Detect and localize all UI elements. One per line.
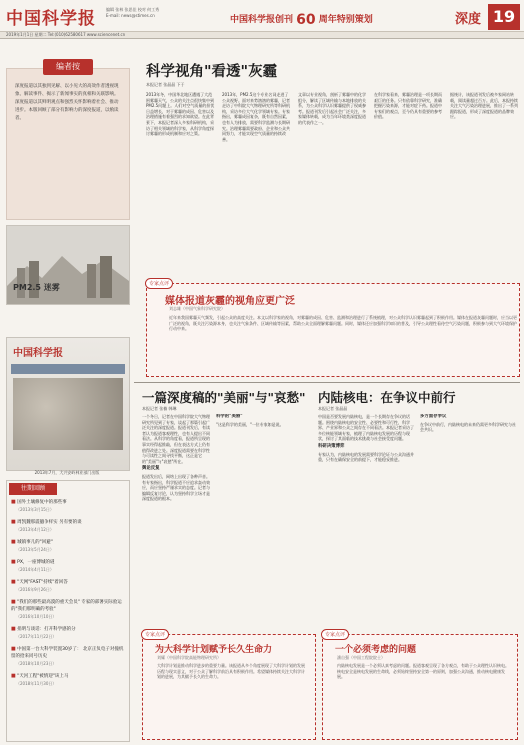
article2-subhead-1: 舆论反复 [142, 466, 160, 472]
bullet-icon: ■ [11, 539, 16, 545]
related-title: 往期回顾 [9, 483, 57, 495]
list-item[interactable] [11, 579, 125, 593]
pm-caption: PM2.5 迷雾 [13, 283, 60, 292]
list-item[interactable] [11, 599, 125, 620]
main-headline: 科学视角"看透"灰霾 [146, 63, 278, 80]
thumbnail-logo: 中国科学报 [13, 348, 63, 359]
comment-author: 刘耀（中国科学院高能物理研究所） [157, 655, 221, 660]
article3-subhead-1: 科研决策博弈 [318, 443, 345, 449]
comment-text: 内陆核电发展是一个必须认真考虑的问题。报道客观呈现了各方观点，有助于公众理性认识核电。核电安全是核电发展的生命线，必须始终坚持安全第一的原则，加强公众沟通，推动核电健康发展。 [337, 663, 509, 680]
article2-column-2 [216, 414, 284, 624]
expert-comment-box-left [142, 634, 316, 740]
list-item[interactable] [11, 539, 125, 553]
related-item-date: （2018年11月30日） [16, 681, 57, 686]
thumbnail-headline-bar [11, 364, 125, 374]
article-column-5: 据统计，该报道刊发后被多家网站转载，阅读量超过百万。此后，本报持续关注大气污染治理进展，推出了一系列跟踪报道，形成了深度报道的品牌效应。 [450, 92, 518, 120]
related-item-title: 国外土壤修复中的那些事 [17, 500, 67, 505]
thumbnail-photo [13, 378, 123, 450]
related-list [11, 499, 125, 693]
special-banner [230, 12, 373, 28]
article3-column-2 [420, 414, 516, 624]
list-item[interactable] [11, 646, 125, 667]
special-suffix: 周年特别策划 [318, 15, 373, 25]
article2-byline: 本报记者 张楠 韩琳 [142, 406, 177, 411]
article-column-1: 2013年冬，中国华北地区遭遇了大范围雾霾天气，公众的关注点很快集中到PM2.5问题上。人们对空气质量的担忧日益增长，对于雾霾的成因、危害以及治理措施有着强烈的求知欲望。在此背景下，本报记者深入多家科研机构，采访了相关领域的科学家，从科学角度探讨雾霾的形成机制和应对之策。 [146, 92, 215, 137]
article-column-3: 文章以专业视角，剖析了雾霾中的化学组分，解读了区域传输与本地排放的关系，为公众科学认识雾霾提供了权威参考。报道刊发后引起社会广泛关注，多家媒体转载，成为当年环境类深度报道的代表作之一。 [298, 92, 366, 125]
related-item-title: PX，一座博城的谜 [17, 560, 55, 565]
bullet-icon: ■ [11, 626, 16, 632]
comment-text: 大科学计划是推动科学进步的重要力量。该报道从多个角度展现了大科学计划的发展历程与现实意义，对于公众了解科学前沿具有积极作用。希望媒体持续关注大科学计划的进展，为其赋予长久的生命力。 [157, 663, 305, 680]
newspaper-thumbnail [6, 337, 130, 471]
related-item-date: （2016年9月26日） [16, 587, 54, 592]
article3-byline: 本报记者 张晶晶 [318, 406, 348, 411]
article3-text-2: 专家认为，内陆核电的发展需要科学论证与公众沟通并重，只有在确保安全的前提下，才能稳妥推进。 [318, 451, 414, 463]
section-label: 深度 [455, 12, 482, 27]
thumbnail-caption: 2013年7月，大兴安岭林业部门出版 [34, 470, 100, 475]
dateline-text: 2019年1月1日 星期二 Tel:(010)62580617 www.sciencenet.cn [6, 32, 126, 37]
expert-badge: 专家点评 [141, 629, 169, 640]
article-column-2: 2013年，PM2.5这个专业名词走进了公众视野。面对来势汹汹的雾霾，记者走访了中科院大气物理研究所等科研机构，采访多位大气化学领域专家。专家指出，雾霾成因复杂，既有自然因素，也有人为排放，需要科学监测与长期研究。治理雾霾需要政府、企业和公众共同努力，才能实现空气质量的持续改善。 [222, 92, 290, 142]
related-item-date: （2016年10月10日） [16, 614, 57, 619]
comment-title: 一个必须考虑的问题 [335, 645, 417, 655]
pm25-image [6, 225, 130, 305]
related-item-date: （2013年5月24日） [16, 547, 54, 552]
bullet-icon: ■ [11, 673, 16, 679]
bullet-icon: ■ [11, 519, 16, 525]
editorial-note [6, 62, 130, 220]
page-number: 19 [488, 4, 520, 30]
expert-comment-box [146, 283, 520, 377]
article2-text: 一个冬日，记者在中国科学院大气物理研究所见到了专家，谈起了那篇引起广泛关注的深度报道。报道刊发后，有读者认为报道客观理性，也有人提出不同看法。从科学的角度看，报道所呈现的事实经得起推敲，但在表达方式上仍有值得改进之处。深度报道需要在科学性与可读性之间寻找平衡，这正是它的"美丽"与"哀愁"所在。 [142, 414, 210, 464]
comment-title: 为大科学计划赋予长久生命力 [155, 645, 273, 655]
article3-text: 中国是否要发展内陆核电，是一个长期存在争议的话题。围绕内陆核电的安全性、必要性和可行性，科学界、产业界和公众之间存在不同看法。本报记者采访了多位核能领域专家，梳理了内陆核电发展的历程与现状，探讨了其面临的技术挑战与社会接受度问题。 [318, 414, 414, 442]
bullet-icon: ■ [11, 599, 16, 605]
article-column-4: 在科学家看来，雾霾治理是一项长期而艰巨的任务。只有依靠科学研究，准确把握污染来源，才能对症下药。报道中专家们的观点，至今仍具有重要的参考价值。 [374, 92, 442, 120]
article2-subhead-2: 科学的"美丽" [216, 414, 243, 419]
related-item-date: （2018年10月23日） [16, 661, 57, 666]
masthead [0, 0, 524, 39]
article2-headline: 一篇深度稿的"美丽"与"哀愁" [142, 390, 306, 405]
article3-text-3: 在争议中前行，内陆核电的未来仍需更多科学研究与社会共识。 [420, 421, 516, 433]
email: E-mail: news@stimes.cn [106, 13, 155, 18]
divider [134, 382, 520, 383]
expert-badge: 专家点评 [145, 278, 173, 289]
bullet-icon: ■ [11, 499, 16, 505]
list-item[interactable] [11, 559, 125, 573]
bullet-icon: ■ [11, 559, 16, 565]
expert-comment-box-right [322, 634, 518, 740]
editorial-title: 编者按 [43, 59, 93, 75]
newspaper-logo: 中国科学报 [6, 9, 96, 29]
list-item[interactable] [11, 519, 125, 533]
list-item[interactable] [11, 499, 125, 513]
left-column [6, 50, 128, 740]
related-item-title: "我们的那些最高漠的重天会员" 专家的部署实际验运的"我们那明确的考验" [11, 600, 122, 612]
editorial-text: 深度报道以其独到见解、以小见大的高效作者透视现象、解读事件、揭示了新闻事实的真相和关联影响。深度报道以其鲜明观点和强烈关怀影响着社会、推动进步。本版回顾了部分有影响力的深度报道，以飨读者。 [15, 84, 119, 121]
bullet-icon: ■ [11, 579, 16, 585]
list-item[interactable] [11, 673, 125, 687]
expert-badge: 专家点评 [321, 629, 349, 640]
dateline [0, 31, 524, 38]
related-item-title: "天网"FAST"持续"着回答 [17, 580, 68, 585]
related-item-date: （2014年4月11日） [16, 567, 54, 572]
article2-text-2: 报道发出后，网络上出现了各种声音。有专家指出，科学报道不应追求轰动效应，而应坚持严谨求实的态度。记者与编辑反复讨论，认为坚持科学立场才是深度报道的根本。 [142, 473, 210, 502]
related-item-title: "天河工程"被情迎"该上马 [17, 674, 69, 679]
related-item-date: （2013年4月12日） [16, 527, 54, 532]
article3-headline: 内陆核电：在争议中前行 [318, 390, 456, 405]
related-stories [6, 480, 130, 742]
related-item-title: 中国第一台大科学装置30岁了： 北京正负电子对撞机留的拾来同号历史 [11, 647, 124, 659]
related-item-title: 捐明与谈话：打开科学感的分 [17, 627, 76, 632]
comment-author: 刘志雄（中国气象科学研究院） [169, 306, 225, 311]
contacts: 编辑 张林 张思佳 校对 何工秀 [106, 7, 160, 12]
comment-author: 潘自强（中国工程院院士） [337, 655, 385, 660]
list-item[interactable] [11, 626, 125, 640]
comment-title: 媒体报道灰霾的视角应更广泛 [165, 296, 295, 307]
editor-info [106, 7, 159, 19]
article3-column-1 [318, 414, 414, 624]
main-byline: 本报记者 张晶晶 下于 [146, 82, 185, 87]
special-number: 60 [296, 12, 316, 28]
article2-column-1 [142, 414, 210, 624]
article2-text-3: "这是科学的美丽，"一位专家如是说。 [216, 421, 284, 427]
related-item-date: （2013年3月15日） [16, 507, 54, 512]
comment-text: 近年来我国雾霾天气频发，引起公众的高度关注。本文以科学家的视角，对雾霾的成因、危害、监测和治理进行了系统梳理，对公众科学认识雾霾起到了积极作用。媒体在报道灰霾问题时，应当以更广泛的视角，既关注污染源本身，也关注气象条件、区域传输等因素，帮助公众全面理解雾霾问题。同时，媒体还应加强科学知识的普及，引导公众理性看待空气污染问题，积极参与到大气环境保护行动中来。 [169, 315, 517, 332]
bullet-icon: ■ [11, 646, 16, 652]
related-item-title: 周凯魏那震撼争样实 另有要的谈 [17, 520, 82, 525]
article3-subhead-2: 多方面存争议 [420, 414, 447, 419]
special-prefix: 中国科学报创刊 [230, 15, 294, 25]
related-item-date: （2017年11月22日） [16, 634, 57, 639]
related-item-title: 城镇事儿的"回避" [17, 540, 53, 545]
